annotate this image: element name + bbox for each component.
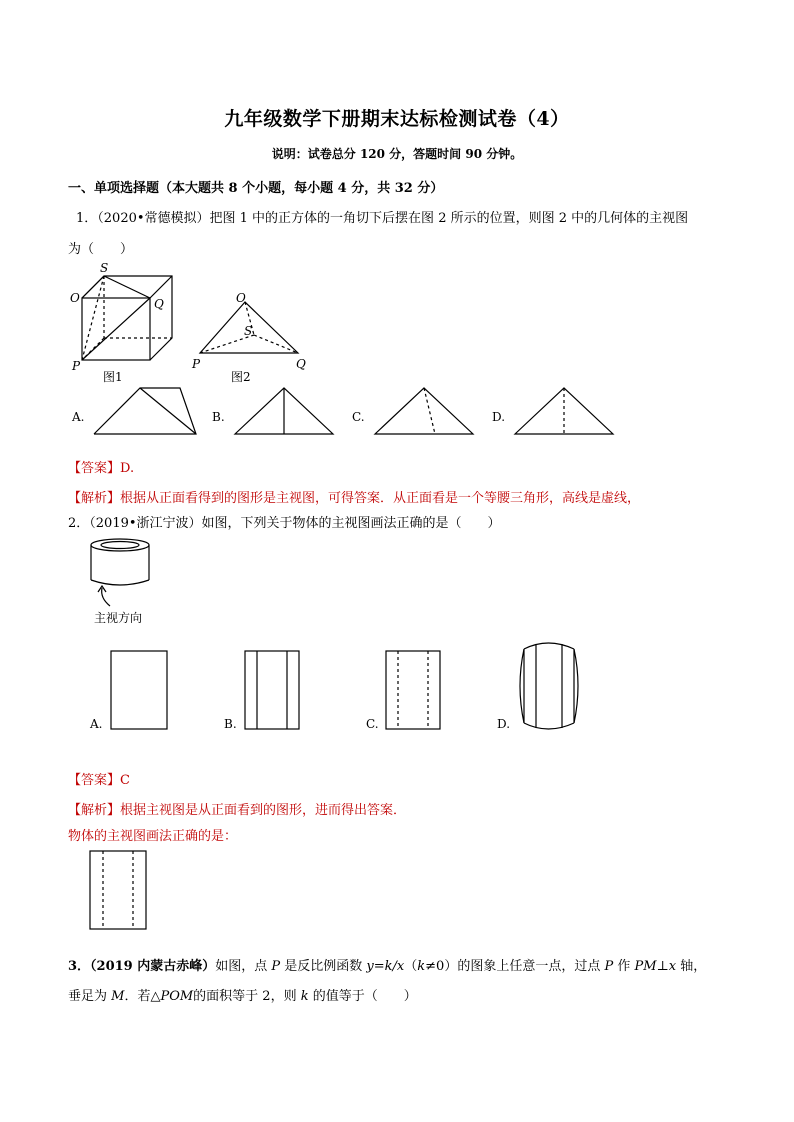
- q1-option-c-label: C.: [352, 410, 365, 424]
- q2-option-d-figure: [516, 637, 586, 737]
- label-P2: P: [192, 357, 201, 371]
- q3-var-k: k: [300, 989, 309, 1004]
- q1-stem-line2: 为（ ）: [68, 242, 134, 257]
- exam-note: 说明：试卷总分 120 分，答题时间 90 分钟。: [271, 147, 523, 161]
- view-direction-label: 主视方向: [94, 611, 143, 625]
- q3-text: 的值等于（ ）: [308, 989, 417, 1004]
- q3-var-k: k: [417, 959, 426, 974]
- q3-text: ≠0）的图象上任意一点，过点: [425, 959, 605, 974]
- q1-figure2-pyramid: [190, 290, 320, 375]
- label-O: O: [70, 291, 80, 305]
- q2-option-b-label: B.: [224, 717, 237, 731]
- q1-stem-line1: 1．（2020•常德模拟）把图 1 中的正方体的一角切下后摆在图 2 所示的位置，则图 2 中的几何体的主视图: [76, 211, 689, 226]
- q3-text: 如图，点: [215, 959, 272, 974]
- q3-source: 3．（2019 内蒙古赤峰）: [68, 959, 216, 974]
- q3-text: 作: [613, 959, 635, 974]
- q3-text: 是反比例函数: [280, 959, 367, 974]
- label-O2: O: [236, 291, 246, 305]
- label-S: S: [100, 261, 109, 275]
- q2-extra: 物体的主视图画法正确的是：: [68, 829, 238, 844]
- q1-option-c-figure: [373, 386, 483, 436]
- q2-analysis: 【解析】根据主视图是从正面看到的图形，进而得出答案．: [68, 803, 407, 818]
- q2-answer: 【答案】C: [68, 773, 130, 788]
- q3-var-x: x: [668, 959, 677, 974]
- q3-text: 的面积等于 2，则: [193, 989, 301, 1004]
- q3-var-p: P: [271, 959, 281, 974]
- q2-option-b-figure: [244, 650, 304, 732]
- figure1-caption: 图1: [103, 370, 123, 384]
- q1-option-d-figure: [513, 386, 623, 436]
- q3-text: ⊥: [656, 959, 669, 974]
- label-P: P: [72, 359, 81, 373]
- q2-correct-view-figure: [89, 850, 151, 932]
- label-Q2: Q: [296, 357, 306, 371]
- q2-stem: 2．（2019•浙江宁波）如图，下列关于物体的主视图画法正确的是（ ）: [68, 516, 501, 531]
- q3-var-pom: POM: [160, 989, 194, 1004]
- q3-var-p: P: [604, 959, 614, 974]
- q1-analysis: 【解析】根据从正面看得到的图形是主视图，可得答案．从正面看是一个等腰三角形，高线是虚线，: [68, 491, 641, 506]
- q2-option-c-label: C.: [366, 717, 379, 731]
- q3-text: （: [404, 959, 418, 974]
- q3-text: 轴，: [676, 959, 707, 974]
- q3-text: ．若△: [124, 989, 161, 1004]
- label-Q: Q: [154, 297, 164, 311]
- q3-text: 垂足为: [68, 989, 112, 1004]
- q1-option-b-label: B.: [212, 410, 225, 424]
- q3-function: y=k/x: [366, 959, 405, 974]
- q2-cylinder-object: [88, 536, 168, 616]
- q2-option-a-figure: [110, 650, 170, 732]
- q1-option-a-figure: [92, 386, 202, 436]
- q1-option-b-figure: [233, 386, 343, 436]
- q1-answer: 【答案】D.: [68, 461, 135, 476]
- q2-option-a-label: A.: [90, 717, 103, 731]
- q3-stem-line1: [68, 955, 706, 974]
- q3-var-pm: PM: [634, 959, 657, 974]
- q1-option-a-label: A.: [72, 410, 85, 424]
- q3-stem-line2: [68, 985, 417, 1004]
- q2-option-c-figure: [385, 650, 445, 732]
- page-title: 九年级数学下册期末达标检测试卷（4）: [224, 108, 570, 130]
- label-S2: S: [244, 324, 253, 338]
- q3-var-m: M: [111, 989, 125, 1004]
- q1-option-d-label: D.: [492, 410, 506, 424]
- figure2-caption: 图2: [231, 370, 251, 384]
- q1-figure1-cube: [70, 258, 190, 373]
- section-heading: 一、单项选择题（本大题共 8 个小题，每小题 4 分，共 32 分）: [68, 181, 444, 196]
- q2-option-d-label: D.: [497, 717, 511, 731]
